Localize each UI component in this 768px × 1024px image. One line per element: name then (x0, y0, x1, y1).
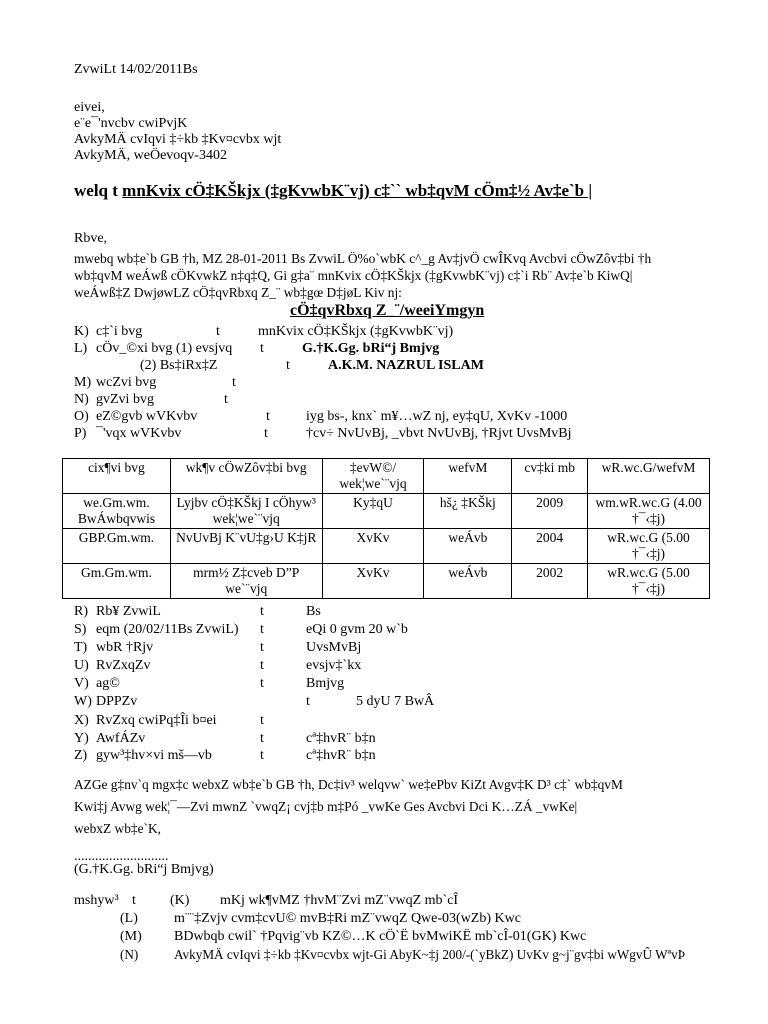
field-label: Rb¥ ZvwiL (96, 604, 161, 619)
attachment-key: (L) (120, 911, 138, 926)
table-cell: weÁvb (424, 529, 512, 564)
body-line: mwebq wb‡e`b GB †h, MZ 28-01-2011 Bs ZvwiL Ö%o`wbK c^_g Av‡jvÖ cwÎKvq Avcbvi cÖwZôv‡bi †h (74, 251, 652, 266)
field-value: Bs (306, 604, 321, 619)
field-key: S) (74, 622, 87, 637)
recipient-line: e¨e¯'nvcbv cwiPvjK (74, 116, 188, 131)
body-line: Kwi‡j Avwg wek¦¯—Zvi mwnZ `vwqZ¡ cvj‡b m‡Pó _vwKe Ges Avcbvi Dci K…ZÁ _vwKe| (74, 799, 578, 814)
table-cell: Gm.Gm.wm. (63, 564, 171, 599)
recipient-line: AvkyMÄ cvIqvi ‡÷kb ‡Kv¤cvbx wjt (74, 132, 282, 147)
field-key: U) (74, 658, 89, 673)
section-title: cÖ‡qvRbxq Z_¨/weeiYmgyn (290, 302, 485, 319)
table-cell: mrm½ Z‡cveb D”P we`¨vjq (170, 564, 322, 599)
table-cell: wR.wc.G (5.00 †¯‹‡j) (588, 529, 710, 564)
field-row (74, 694, 435, 710)
field-value: eQi 0 gvm 20 w`b (306, 622, 408, 637)
signature-name: (G.†K.Gg. bRi“j Bmjvg) (74, 862, 214, 877)
table-cell: XvKv (322, 529, 424, 564)
table-cell: wm.wR.wc.G (4.00 †¯‹‡j) (588, 494, 710, 529)
column-header: cix¶vi bvg (63, 459, 171, 494)
table-cell: 2004 (512, 529, 588, 564)
recipient-line: eivei, (74, 100, 105, 115)
column-header: wefvM (424, 459, 512, 494)
field-row (74, 748, 376, 764)
field-key: X) (74, 713, 89, 728)
attachment-key: (N) (120, 947, 139, 962)
education-table (62, 458, 710, 599)
field-key: N) (74, 392, 89, 407)
field-row (74, 640, 362, 656)
field-sep: t (266, 409, 270, 424)
field-row (74, 341, 440, 357)
salutation: Rbve, (74, 231, 108, 246)
table-cell: XvKv (322, 564, 424, 599)
field-sep: t (260, 748, 264, 763)
field-label: wbR †Rjv (96, 640, 154, 655)
field-key: K) (74, 324, 89, 339)
table-cell: NvUvBj K¨vU‡g›U K‡jR (170, 529, 322, 564)
field-sep: t (306, 694, 310, 709)
field-label: DPPZv (96, 694, 138, 709)
field-key: T) (74, 640, 88, 655)
body-line: wb‡qvM weÁwß cÖKvwkZ n‡q‡Q, Gi g‡a¨ mnKvix cÖ‡KŠkjx (‡gKvwbK¨vj) c‡`i Rb¨ Av‡e`b KiwQ| (74, 268, 633, 283)
body-line: AZGe g‡nv`q mgx‡c webxZ wb‡e`b GB †h, Dc‡iv³ welqvw` we‡ePbv KiZt Avgv‡K D³ c‡` wb‡qvM (74, 777, 623, 792)
field-row (74, 426, 572, 442)
field-key: O) (74, 409, 89, 424)
field-row (74, 713, 264, 729)
field-value: G.†K.Gg. bRi“j Bmjvg (302, 341, 440, 356)
field-value: Bmjvg (306, 676, 345, 691)
field-value: cª‡hvR¨ b‡n (306, 748, 376, 763)
field-label: c‡`i bvg (96, 324, 143, 339)
field-row (74, 409, 568, 425)
table-row (63, 494, 710, 529)
field-sep: t (260, 640, 264, 655)
table-cell: GBP.Gm.wm. (63, 529, 171, 564)
field-key: V) (74, 676, 89, 691)
attachment-text: mKj wk¶vMZ †hvM¨Zvi mZ¨vwqZ mb`cÎ (220, 893, 459, 908)
field-value: evsjv‡`kx (306, 658, 362, 673)
field-label: cÖv_©xi bvg (1) evsjvq (96, 341, 233, 356)
subject-text: mnKvix cÖ‡KŠkjx (‡gKvwbK¨vj) c‡`` wb‡qvM cÖm‡½ Av‡e`b | (122, 181, 593, 200)
table-cell: we.Gm.wm. BwÁwbqvwis (63, 494, 171, 529)
field-row (74, 324, 454, 340)
attachments-sep: t (132, 893, 136, 908)
field-label: gyw³‡hv×vi mš—vb (96, 748, 212, 763)
field-sep: t (260, 676, 264, 691)
attachment-text: m¨¨‡Zvjv cvm‡cvU© mvB‡Ri mZ¨vwqZ Qwe-03(wZb) Kwc (174, 911, 521, 926)
field-value: cª‡hvR¨ b‡n (306, 731, 376, 746)
body-line: webxZ wb‡e`K, (74, 821, 162, 836)
field-label: ¯'vqx wVKvbv (96, 426, 182, 441)
attachment-row (74, 893, 459, 909)
table-cell: 2002 (512, 564, 588, 599)
field-key: Z) (74, 748, 88, 763)
field-label: wcZvi bvg (96, 375, 157, 390)
table-cell: wR.wc.G (5.00 †¯‹‡j) (588, 564, 710, 599)
subject-line (74, 183, 592, 199)
field-row (74, 658, 362, 674)
field-sep: t (232, 375, 236, 390)
field-row (74, 676, 345, 692)
table-cell: weÁvb (424, 564, 512, 599)
column-header: wk¶v cÖwZôv‡bi bvg (170, 459, 322, 494)
column-header: wR.wc.G/wefvM (588, 459, 710, 494)
signature-dots: ........................... (74, 849, 169, 864)
attachment-key: (M) (120, 929, 142, 944)
attachment-key: (K) (170, 893, 190, 908)
column-header: cv‡ki mb (512, 459, 588, 494)
table-cell: 2009 (512, 494, 588, 529)
field-value: 5 dyU 7 BwÂ (356, 694, 435, 709)
field-value: †cv÷ NvUvBj, _vbvt NvUvBj, †Rjvt UvsMvBj (306, 426, 572, 441)
field-sep: t (264, 426, 268, 441)
field-sep: t (224, 392, 228, 407)
field-sep: t (260, 713, 264, 728)
subject-prefix: welq t (74, 181, 123, 200)
field-key: W) (74, 694, 92, 709)
field-sep: t (286, 358, 290, 373)
field-key: R) (74, 604, 88, 619)
field-label: eqm (20/02/11Bs ZvwiL) (96, 622, 239, 637)
field-value: UvsMvBj (306, 640, 362, 655)
field-label: AwfÁZv (96, 731, 146, 746)
field-sep: t (216, 324, 220, 339)
field-sep: t (260, 731, 264, 746)
recipient-line: AvkyMÄ, weÖevoqv-3402 (74, 148, 227, 163)
field-key: L) (74, 341, 88, 356)
field-sep: t (260, 622, 264, 637)
table-row (63, 529, 710, 564)
attachments-label: mshyw³ (74, 893, 119, 908)
field-key: P) (74, 426, 87, 441)
attachment-text: AvkyMÄ cvIqvi ‡÷kb ‡Kv¤cvbx wjt-Gi AbyK~‡j 200/-(`yBkZ) UvKv g~j¨gv‡bi wWgvÛ WªvÞ (174, 947, 686, 962)
field-row (74, 604, 321, 620)
table-row (63, 564, 710, 599)
field-label: ag© (96, 676, 120, 691)
field-key: Y) (74, 731, 89, 746)
field-sep: t (260, 604, 264, 619)
table-cell: Ky‡qU (322, 494, 424, 529)
body-line: weÁwß‡Z DwjøwLZ cÖ‡qvRbxq Z_¨ wb‡gœ D‡jøL Kiv nj: (74, 285, 402, 300)
table-cell: Lyjbv cÖ‡KŠkj I cÖhyw³ wek¦we`¨vjq (170, 494, 322, 529)
field-row (74, 622, 408, 638)
field-row (74, 392, 228, 408)
field-label: (2) Bs‡iRx‡Z (140, 358, 218, 373)
field-value: A.K.M. NAZRUL ISLAM (328, 358, 484, 373)
field-label: gvZvi bvg (96, 392, 154, 407)
field-label: RvZxqZv (96, 658, 151, 673)
field-key: M) (74, 375, 92, 390)
field-value: mnKvix cÖ‡KŠkjx (‡gKvwbK¨vj) (258, 324, 454, 339)
field-row (74, 731, 376, 747)
field-label: RvZxq cwiPq‡Îi b¤ei (96, 713, 217, 728)
column-header: ‡evW©/ wek¦we`¨vjq (322, 459, 424, 494)
field-label: eZ©gvb wVKvbv (96, 409, 198, 424)
table-header-row (63, 459, 710, 494)
letter-date: ZvwiLt 14/02/2011Bs (74, 62, 198, 77)
attachment-text: BDwbqb cwil` †Pqvig¨vb KZ©…K cÖ`Ë bvMwiKË mb`cÎ-01(GK) Kwc (174, 929, 587, 944)
table-cell: hš¿ ‡KŠkj (424, 494, 512, 529)
field-row (74, 375, 236, 391)
field-value: iyg bs-, knx` m¥…wZ nj, ey‡qU, XvKv -1000 (306, 409, 568, 424)
field-sep: t (260, 658, 264, 673)
field-sep: t (260, 341, 264, 356)
